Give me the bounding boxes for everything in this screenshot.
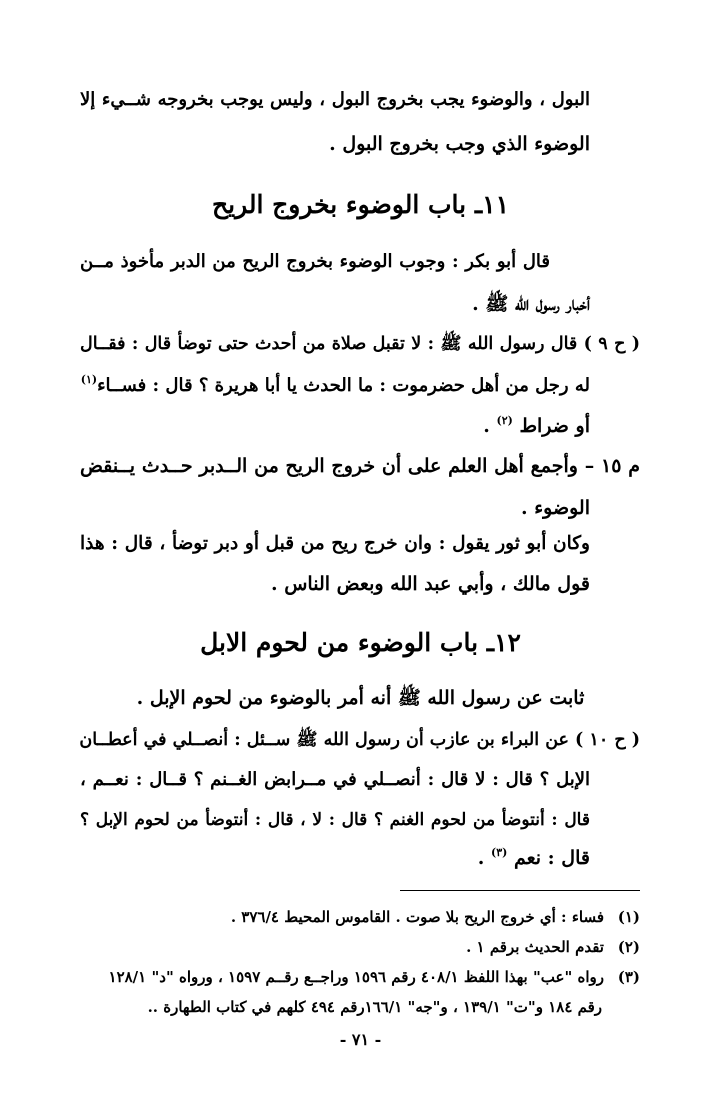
intro-line-2: الوضوء الذي وجب بخروج البول .	[329, 133, 590, 155]
abu-thawr-line-1: وكان أبو ثور يقول : وان خرج ريح من قبل أو دبر توضأ ، قال : هذا	[80, 533, 590, 554]
hadith-10-line-4	[80, 844, 590, 872]
masalah-15-line-2: الوضوء .	[521, 497, 590, 519]
footnote-ref-3: (٣)	[490, 846, 508, 859]
hadith-9-line-1: ( ح ٩ ) قال رسول الله ﷺ : لا تقبل صلاة من أحدث حتى توضأ قال : فقــال	[80, 334, 641, 354]
footnote-3-number: (٣)	[617, 968, 640, 986]
abu-thawr-line-2: قول مالك ، وأبي عبد الله وبعض الناس .	[271, 573, 590, 595]
hadith-9-line-2-text: له رجل من أهل حضرموت : ما الحدث يا أبا هريرة ؟ قال : فســاء	[97, 375, 590, 396]
section-12-paragraph: ثابت عن رسول الله ﷺ أنه أمر بالوضوء من لحوم الإبل .	[136, 687, 585, 709]
hadith-9-line-3-end: .	[483, 415, 490, 437]
footnote-3-text-line-1: رواه "عب" بهذا اللفظ ٤٠٨/١ رقم ١٥٩٦ وراجــع رقــم ١٥٩٧ ، ورواه "د" ١٢٨/١	[108, 968, 604, 986]
section-12-heading: ١٢ـ باب الوضوء من لحوم الابل	[200, 628, 521, 657]
footnote-ref-1: (١)	[80, 373, 98, 386]
page-number: - ٧١ -	[339, 1030, 382, 1049]
footnote-1	[80, 906, 640, 928]
hadith-9-line-2	[80, 372, 590, 400]
footnote-1-number: (١)	[617, 908, 640, 926]
section-11-heading: ١١ـ باب الوضوء بخروج الريح	[211, 190, 510, 219]
footnote-3-line-2: رقم ١٨٤ و"ت" ١٣٩/١ ، و"جه" ١٦٦/١رقم ٤٩٤ كلهم في كتاب الطهارة ..	[147, 998, 602, 1016]
hadith-10-line-4-text: قال : نعم	[513, 847, 590, 869]
masalah-15-line-1: م ١٥ – وأجمع أهل العلم على أن خروج الريح من الــدبر حــدث يــنقض	[80, 455, 640, 477]
intro-line-1: البول ، والوضوء يجب بخروج البول ، وليس يوجب بخروجه شــيء إلا	[80, 89, 590, 110]
footnote-separator	[400, 890, 640, 891]
footnote-2-text: تقدم الحديث برقم ١ .	[466, 938, 604, 956]
hadith-10-line-3: قال : أنتوضأ من لحوم الغنم ؟ قال : لا ، قال : أنتوضأ من لحوم الإبل ؟	[80, 810, 590, 830]
hadith-10-line-2: الإبل ؟ قال : لا قال : أنصــلي في مــرابض الغــنم ؟ قــال : نعــم ،	[80, 769, 590, 790]
hadith-9-line-3-text: أو ضراط	[519, 415, 590, 437]
hadith-10-line-1: ( ح ١٠ ) عن البراء بن عازب أن رسول الله ﷺ ســئل : أنصــلي في أعطــان	[79, 730, 640, 750]
footnote-3-line-1	[80, 966, 640, 988]
footnote-2	[80, 936, 640, 958]
hadith-9-line-3	[80, 412, 590, 440]
footnote-2-number: (٢)	[617, 938, 640, 956]
hadith-10-line-4-end: .	[477, 847, 485, 869]
footnote-ref-2: (٢)	[496, 414, 513, 427]
section-11-paragraph-line-1: قال أبو بكر : وجوب الوضوء بخروج الريح من الدبر مأخوذ مــن	[80, 251, 550, 272]
footnote-1-text: فساء : أي خروج الريح بلا صوت . القاموس المحيط ٣٧٦/٤ .	[230, 908, 604, 926]
section-11-paragraph-line-2: أخبار رسول الله ﷺ .	[472, 293, 590, 315]
